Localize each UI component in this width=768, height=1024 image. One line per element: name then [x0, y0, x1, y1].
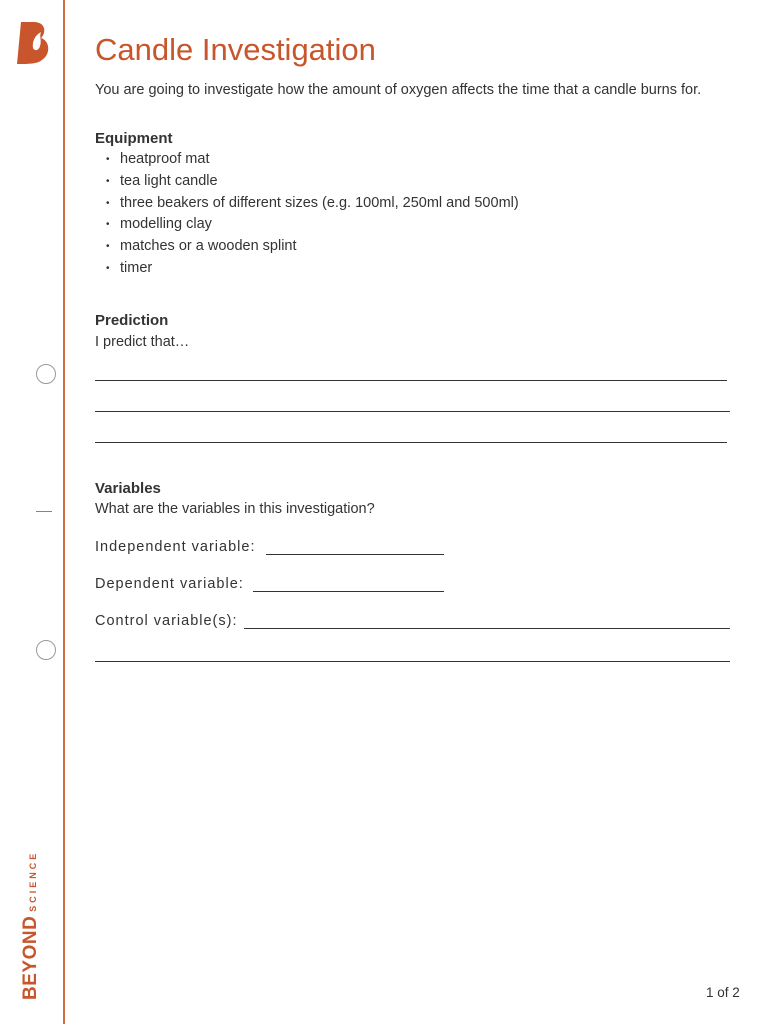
prediction-answer-line-2[interactable]: [95, 411, 730, 412]
bullet-icon: •: [106, 219, 110, 231]
prediction-prompt: I predict that…: [95, 334, 190, 350]
equipment-heading: Equipment: [95, 130, 173, 147]
control-variable-label: Control variable(s):: [95, 613, 238, 629]
beyond-b-logo-icon: [14, 20, 52, 66]
bullet-icon: •: [106, 175, 110, 187]
dependent-variable-label: Dependent variable:: [95, 576, 244, 592]
punch-hole-top: [36, 364, 56, 384]
list-item: • matches or a wooden splint: [106, 236, 519, 258]
control-variable-answer-line-1[interactable]: [244, 628, 730, 629]
variables-heading: Variables: [95, 480, 161, 497]
list-item: • timer: [106, 258, 519, 280]
control-variable-answer-line-2[interactable]: [95, 661, 730, 662]
independent-variable-answer-line[interactable]: [266, 554, 444, 555]
bullet-icon: •: [106, 154, 110, 165]
bullet-icon: •: [106, 262, 110, 274]
brand-word-beyond: BEYOND: [20, 915, 41, 1000]
variables-question: What are the variables in this investigation?: [95, 501, 375, 517]
list-item: • modelling clay: [106, 214, 519, 236]
bullet-icon: •: [106, 241, 110, 253]
page-number: 1 of 2: [706, 985, 740, 1000]
margin-line: [63, 0, 65, 1024]
intro-text: You are going to investigate how the amount of oxygen affects the time that a candle burns for.: [95, 82, 702, 98]
dependent-variable-answer-line[interactable]: [253, 591, 444, 592]
brand-wordmark: [20, 851, 42, 1000]
prediction-heading: Prediction: [95, 312, 169, 329]
equipment-list: [106, 149, 519, 280]
list-item: • three beakers of different sizes (e.g. 100ml, 250ml and 500ml): [106, 193, 519, 215]
independent-variable-label: Independent variable:: [95, 539, 256, 555]
list-item: • tea light candle: [106, 171, 519, 193]
list-item: • heatproof mat: [106, 149, 519, 171]
punch-hole-bottom: [36, 640, 56, 660]
prediction-answer-line-1[interactable]: [95, 380, 727, 381]
bullet-icon: •: [106, 197, 110, 209]
prediction-answer-line-3[interactable]: [95, 442, 727, 443]
fold-mark: [36, 511, 52, 512]
page-title: Candle Investigation: [95, 32, 376, 67]
brand-word-science: SCIENCE: [28, 850, 38, 912]
